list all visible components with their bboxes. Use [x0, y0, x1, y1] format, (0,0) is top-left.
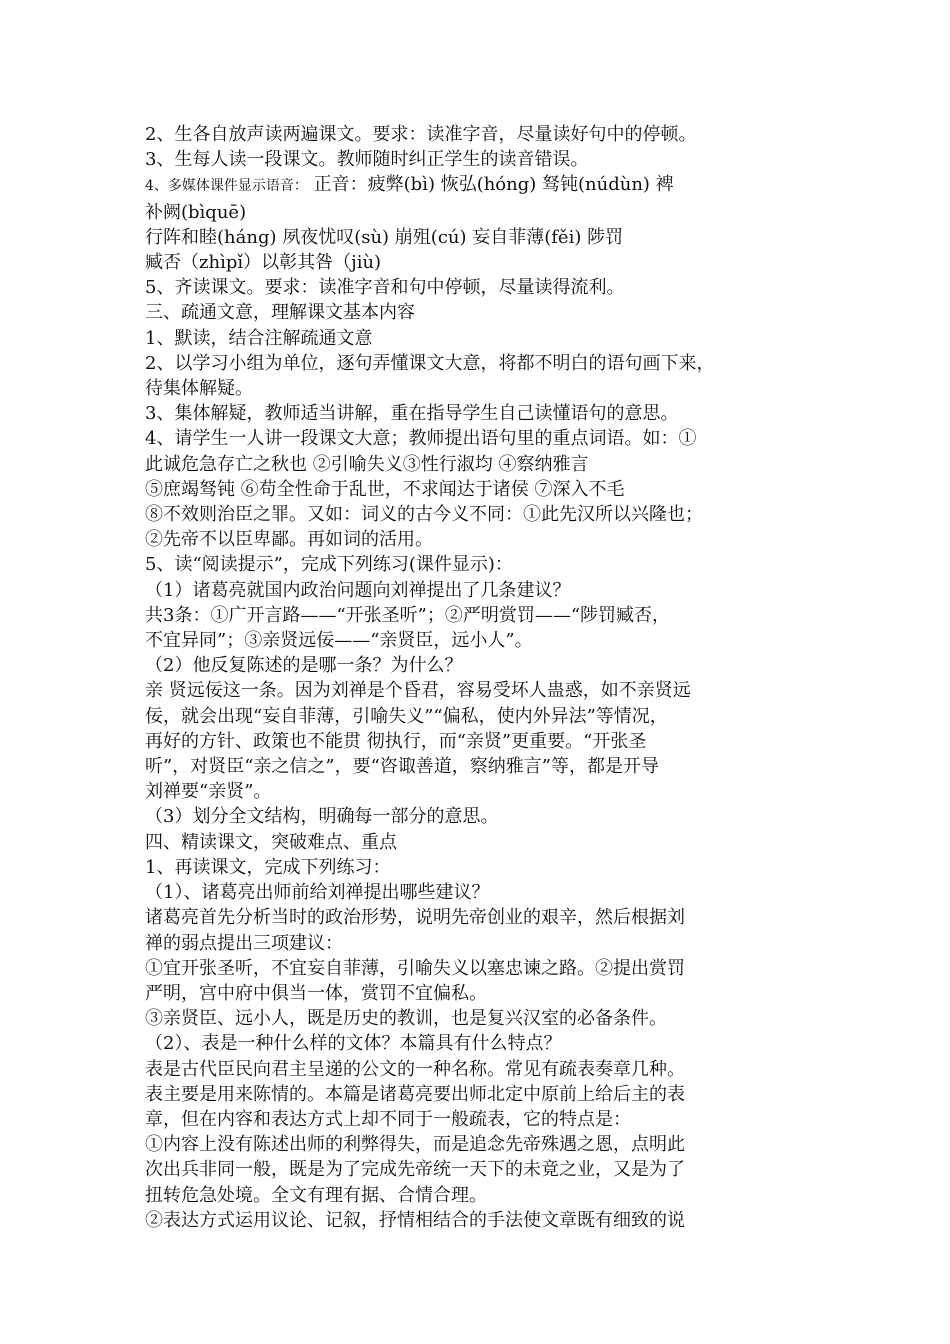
text-line: 严明，宫中府中俱当一体，赏罚不宜偏私。 [145, 982, 487, 1004]
text-line [145, 172, 810, 199]
text-line: 佞，就会出现“妄自菲薄，引喻失义”“偏私，使内外异法”等情况， [145, 705, 668, 727]
text-line: 刘禅要“亲贤”。 [145, 781, 272, 803]
text-line: 次出兵非同一般，既是为了完成先帝统一天下的未竟之业，又是为了 [145, 1159, 685, 1181]
text-line: 臧否（zhìpǐ）以彰其咎（jiù) [145, 252, 382, 274]
text-line: （2）、表是一种什么样的文体？本篇具有什么特点？ [145, 1033, 562, 1055]
text-line: 3、集体解疑，教师适当讲解，重在指导学生自己读懂语句的意思。 [145, 403, 679, 425]
text-line: 1、默读，结合注解疏通文意 [145, 327, 373, 349]
text-line: （1）、诸葛亮出师前给刘禅提出哪些建议？ [145, 882, 490, 904]
text-line: 4、请学生一人讲一段课文大意；教师提出语句里的重点词语。如：① [145, 428, 697, 450]
text-line: 再好的方针、政策也不能贯 彻执行，而“亲贤”更重要。“开张圣 [145, 730, 647, 752]
text-line: （2）他反复陈述的是哪一条？为什么？ [145, 655, 463, 677]
text-line: ②先帝不以臣卑鄙。再如词的活用。 [145, 529, 433, 551]
text-line: 1、再读课文，完成下列练习： [145, 856, 391, 878]
text-line: 诸葛亮首先分析当时的政治形势，说明先帝创业的艰辛，然后根据刘 [145, 907, 685, 929]
text-line: ⑤庶竭驽钝 ⑥苟全性命于乱世，不求闻达于诸侯 ⑦深入不毛 [145, 478, 625, 500]
text-segment: 正音：疲弊(bì) 恢弘(hóng) 驽钝(núdùn) 裨 [307, 174, 674, 196]
text-line: 3、生每人读一段课文。教师随时纠正学生的读音错误。 [145, 149, 589, 171]
text-line: 补阙(bìquē) [145, 201, 247, 223]
document-page [145, 122, 810, 1233]
text-line: 待集体解疑。 [145, 378, 253, 400]
text-line: 表是古代臣民向君主呈递的公文的一种名称。常见有疏表奏章几种。 [145, 1058, 685, 1080]
text-line: （3）划分全文结构，明确每一部分的意思。 [145, 806, 499, 828]
text-line: 5、齐读课文。要求：读准字音和句中停顿，尽量读得流利。 [145, 277, 625, 299]
text-line: 听”，对贤臣“亲之信之”，要“咨诹善道，察纳雅言”等，都是开导 [145, 756, 660, 778]
text-line: ②表达方式运用议论、记叙，抒情相结合的手法使文章既有细致的说 [145, 1209, 685, 1231]
text-line: 扭转危急处境。全文有理有据、合情合理。 [145, 1184, 487, 1206]
text-line: 章，但在内容和表达方式上却不同于一般疏表，它的特点是： [145, 1108, 631, 1130]
text-line: ①宜开张圣听，不宜妄自菲薄，引喻失义以塞忠谏之路。②提出赏罚 [145, 957, 685, 979]
section-heading: 三、疏通文意，理解课文基本内容 [145, 302, 415, 324]
text-line: 禅的弱点提出三项建议： [145, 932, 343, 954]
text-line: 此诚危急存亡之秋也 ②引喻失义③性行淑均 ④察纳雅言 [145, 453, 589, 475]
text-line: ③亲贤臣、远小人，既是历史的教训，也是复兴汉室的必备条件。 [145, 1008, 667, 1030]
section-heading: 四、精读课文，突破难点、重点 [145, 831, 397, 853]
text-line: 亲 贤远佞这一条。因为刘禅是个昏君，容易受坏人蛊惑，如不亲贤远 [145, 680, 691, 702]
text-line: 行阵和睦(háng) 夙夜忧叹(sù) 崩殂(cú) 妄自菲薄(fěi) 陟罚 [145, 226, 624, 248]
text-line: 2、生各自放声读两遍课文。要求：读准字音，尽量读好句中的停顿。 [145, 124, 697, 145]
text-line: ⑧不效则治臣之罪。又如：词义的古今义不同：①此先汉所以兴隆也； [145, 504, 703, 526]
text-line: 不宜异同”；③亲贤远佞——“亲贤臣，远小人”。 [145, 630, 533, 652]
text-segment: 4、多媒体课件显示语音： [145, 178, 308, 195]
text-line: 2、以学习小组为单位，逐句弄懂课文大意，将都不明白的语句画下来， [145, 352, 715, 374]
text-line: 表主要是用来陈情的。本篇是诸葛亮要出师北定中原前上给后主的表 [145, 1083, 685, 1105]
text-line: 共3条：①广开言路——“开张圣听”；②严明赏罚——“陟罚臧否， [145, 604, 671, 626]
text-line: ①内容上没有陈述出师的利弊得失，而是追念先帝殊遇之恩，点明此 [145, 1134, 685, 1156]
text-line: （1）诸葛亮就国内政治问题向刘禅提出了几条建议？ [145, 579, 571, 601]
text-line: 5、读“阅读提示”，完成下列练习(课件显示)： [145, 554, 513, 576]
